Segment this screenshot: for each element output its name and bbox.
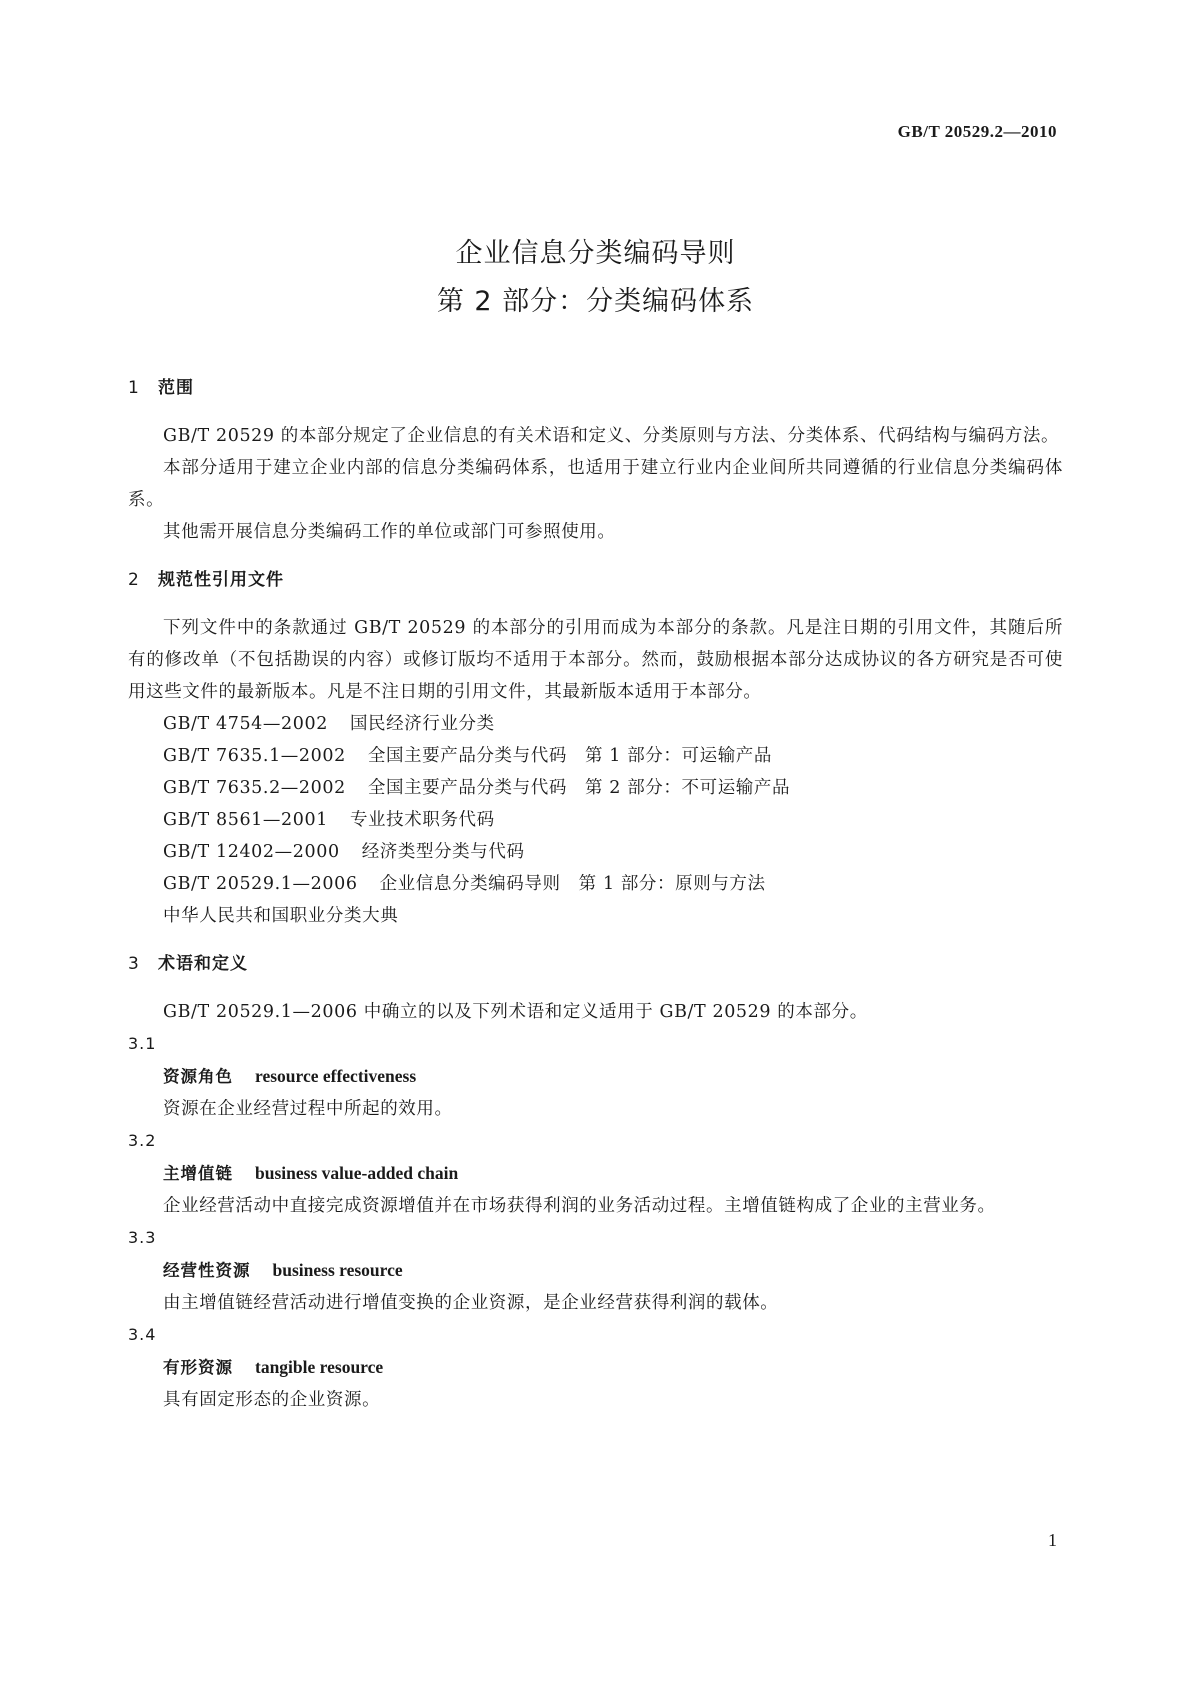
section-number: 1 bbox=[128, 378, 140, 398]
term-chinese: 经营性资源 bbox=[163, 1261, 251, 1280]
section-number: 3 bbox=[128, 954, 140, 974]
reference-item bbox=[128, 708, 1063, 740]
term-english: business resource bbox=[272, 1260, 403, 1280]
page-number: 1 bbox=[1048, 1530, 1057, 1550]
reference-code: GB/T 7635.2—2002 bbox=[163, 778, 346, 798]
section-title: 范围 bbox=[158, 378, 194, 398]
paragraph: 本部分适用于建立企业内部的信息分类编码体系，也适用于建立行业内企业间所共同遵循的行业信息分类编码体系。 bbox=[128, 458, 1063, 510]
section-title: 规范性引用文件 bbox=[158, 570, 284, 590]
reference-title: 中华人民共和国职业分类大典 bbox=[163, 906, 399, 926]
reference-title: 经济类型分类与代码 bbox=[361, 842, 525, 862]
term-definition: 资源在企业经营过程中所起的效用。 bbox=[163, 1099, 453, 1119]
reference-item bbox=[128, 804, 1063, 836]
term-entry bbox=[128, 1028, 1063, 1125]
title-line-1: 企业信息分类编码导则 bbox=[455, 238, 736, 269]
term-definition: 具有固定形态的企业资源。 bbox=[163, 1390, 381, 1410]
term-english: business value-added chain bbox=[255, 1163, 459, 1183]
term-number: 3.4 bbox=[128, 1325, 157, 1344]
reference-item bbox=[128, 868, 1063, 900]
section-heading-scope bbox=[128, 372, 1063, 404]
term-number: 3.3 bbox=[128, 1228, 157, 1247]
paragraph: 下列文件中的条款通过 GB/T 20529 的本部分的引用而成为本部分的条款。凡是注日期的引用文件，其随后所有的修改单（不包括勘误的内容）或修订版均不适用于本部分。然而，鼓励根据本部分达成协议的各方研究是否可使用这些文件的最新版本。凡是不注日期的引用文件，其最新版本适用于本部分。 bbox=[128, 618, 1063, 702]
term-entry bbox=[128, 1319, 1063, 1416]
reference-title: 全国主要产品分类与代码 第 2 部分：不可运输产品 bbox=[367, 778, 791, 798]
term-english: tangible resource bbox=[255, 1357, 384, 1377]
reference-list bbox=[128, 708, 1063, 932]
term-entry bbox=[128, 1125, 1063, 1222]
document-title bbox=[0, 230, 1191, 326]
reference-code: GB/T 4754—2002 bbox=[163, 714, 328, 734]
reference-item bbox=[128, 772, 1063, 804]
term-english: resource effectiveness bbox=[255, 1066, 417, 1086]
term-definition: 企业经营活动中直接完成资源增值并在市场获得利润的业务活动过程。主增值链构成了企业的主营业务。 bbox=[163, 1196, 996, 1216]
paragraph: GB/T 20529 的本部分规定了企业信息的有关术语和定义、分类原则与方法、分类体系、代码结构与编码方法。 bbox=[163, 426, 1060, 446]
reference-code: GB/T 12402—2000 bbox=[163, 842, 340, 862]
term-chinese: 有形资源 bbox=[163, 1358, 233, 1377]
term-name bbox=[128, 1254, 1063, 1287]
term-entry bbox=[128, 1222, 1063, 1319]
reference-code: GB/T 7635.1—2002 bbox=[163, 746, 346, 766]
reference-code: GB/T 20529.1—2006 bbox=[163, 874, 358, 894]
reference-code: GB/T 8561—2001 bbox=[163, 810, 328, 830]
section-heading-terms-definitions bbox=[128, 948, 1063, 980]
reference-title: 国民经济行业分类 bbox=[349, 714, 495, 734]
term-name bbox=[128, 1351, 1063, 1384]
document-body bbox=[128, 372, 1063, 1416]
paragraph: GB/T 20529.1—2006 中确立的以及下列术语和定义适用于 GB/T 20529 的本部分。 bbox=[163, 1002, 868, 1022]
reference-title: 企业信息分类编码导则 第 1 部分：原则与方法 bbox=[379, 874, 766, 894]
title-line-2: 第 2 部分：分类编码体系 bbox=[436, 286, 755, 317]
reference-item bbox=[128, 836, 1063, 868]
paragraph: 其他需开展信息分类编码工作的单位或部门可参照使用。 bbox=[163, 522, 616, 542]
term-name bbox=[128, 1060, 1063, 1093]
term-number: 3.2 bbox=[128, 1131, 157, 1150]
standard-code-header: GB/T 20529.2—2010 bbox=[897, 122, 1057, 141]
term-chinese: 资源角色 bbox=[163, 1067, 233, 1086]
reference-item bbox=[128, 740, 1063, 772]
reference-item bbox=[128, 900, 1063, 932]
term-definition: 由主增值链经营活动进行增值变换的企业资源，是企业经营获得利润的载体。 bbox=[163, 1293, 779, 1313]
section-number: 2 bbox=[128, 570, 140, 590]
section-heading-normative-references bbox=[128, 564, 1063, 596]
term-number: 3.1 bbox=[128, 1034, 157, 1053]
section-title: 术语和定义 bbox=[158, 954, 248, 974]
reference-title: 专业技术职务代码 bbox=[349, 810, 495, 830]
reference-title: 全国主要产品分类与代码 第 1 部分：可运输产品 bbox=[367, 746, 773, 766]
term-name bbox=[128, 1157, 1063, 1190]
term-chinese: 主增值链 bbox=[163, 1164, 233, 1183]
